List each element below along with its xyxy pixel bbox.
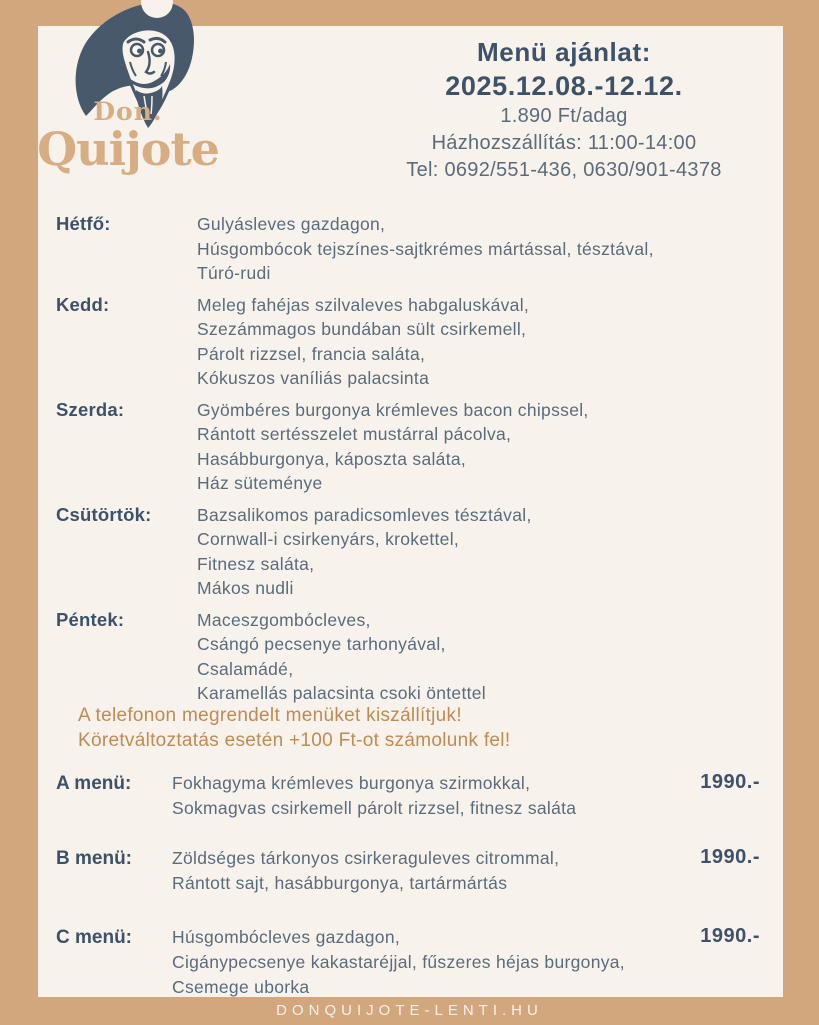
day-items: [197, 608, 762, 706]
menu-item: Húsgombócleves gazdagon,: [172, 927, 401, 947]
menu-item: Gulyásleves gazdagon,: [197, 214, 386, 234]
day-row-monday: [56, 212, 762, 286]
menu-item: Rántott sertésszelet mustárral pácolva,: [197, 424, 512, 444]
fixed-menu-label: C menü:: [56, 927, 132, 948]
menu-item: Bazsalikomos paradicsomleves tésztával,: [197, 504, 532, 525]
menu-price: 1990.-: [700, 925, 760, 947]
notice-line: A telefonon megrendelt menüket kiszállítjuk!: [78, 705, 462, 726]
fixed-menu-description: [172, 771, 762, 821]
day-label: Péntek:: [56, 608, 125, 630]
delivery-hours: Házhozszállítás: 11:00-14:00: [431, 132, 697, 154]
header: [338, 36, 790, 184]
menu-item: Meleg fahéjas szilvaleves habgaluskával,: [197, 294, 530, 315]
day-label: Kedd:: [56, 293, 110, 315]
day-label: Csütörtök:: [56, 503, 152, 525]
day-row-thursday: [56, 503, 762, 601]
menu-item: Túró-rudi: [197, 263, 271, 283]
menu-item: Kókuszos vaníliás palacsinta: [197, 368, 430, 388]
menu-item: Mákos nudli: [197, 578, 294, 598]
menu-item: Fokhagyma krémleves burgonya szirmokkal,: [172, 773, 531, 793]
delivery-notice: [78, 703, 510, 753]
day-items: [197, 398, 762, 496]
date-range: 2025.12.08.-12.12.: [445, 71, 683, 101]
day-row-wednesday: [56, 398, 762, 496]
menu-item: Gyömbéres burgonya krémleves bacon chipssel,: [197, 399, 589, 420]
logo-word-don: Don.: [93, 97, 163, 126]
menu-item: Hasábburgonya, káposzta saláta,: [197, 448, 467, 469]
menu-item: Csángó pecsenye tarhonyával,: [197, 634, 446, 654]
fixed-menu-description: [172, 925, 762, 1000]
fixed-menu-c: [56, 925, 762, 1000]
menu-item: Csemege uborka: [172, 977, 310, 997]
menu-offer-title: Menü ajánlat:: [477, 37, 651, 67]
menu-item: Rántott sajt, hasábburgonya, tartármártás: [172, 873, 508, 893]
phone-numbers: Tel: 0692/551-436, 0630/901-4378: [406, 159, 722, 181]
logo-word-quijote: Quijote: [37, 122, 219, 176]
day-row-friday: [56, 608, 762, 706]
day-label: Szerda:: [56, 398, 125, 420]
website-url: DONQUIJOTE-LENTI.HU: [276, 1002, 543, 1019]
fixed-menu-b: [56, 846, 762, 896]
day-items: [197, 503, 762, 601]
menu-price: 1990.-: [700, 846, 760, 868]
menu-item: Szezámmagos bundában sült csirkemell,: [197, 319, 527, 339]
fixed-menus: [56, 771, 762, 1025]
fixed-menu-label: A menü:: [56, 773, 132, 794]
weekly-menu: [56, 212, 762, 713]
menu-item: Csalamádé,: [197, 658, 294, 679]
notice-line: Köretváltoztatás esetén +100 Ft-ot számolunk fel!: [78, 730, 511, 751]
price-per-serving: 1.890 Ft/adag: [500, 105, 628, 127]
day-label: Hétfő:: [56, 213, 111, 234]
menu-item: Fitnesz saláta,: [197, 553, 315, 574]
fixed-menu-description: [172, 846, 762, 896]
menu-item: Cornwall-i csirkenyárs, krokettel,: [197, 529, 460, 549]
menu-item: Sokmagvas csirkemell párolt rizzsel, fitnesz saláta: [172, 798, 577, 818]
fixed-menu-a: [56, 771, 762, 821]
menu-item: Párolt rizzsel, francia saláta,: [197, 343, 426, 364]
menu-item: Cigánypecsenye kakastaréjjal, fűszeres héjas burgonya,: [172, 952, 625, 972]
day-items: [197, 293, 762, 391]
fixed-menu-label: B menü:: [56, 848, 132, 869]
day-row-tuesday: [56, 293, 762, 391]
menu-item: Karamellás palacsinta csoki öntettel: [197, 683, 486, 703]
menu-price: 1990.-: [700, 771, 760, 793]
day-items: [197, 212, 762, 286]
menu-item: Maceszgombócleves,: [197, 609, 371, 630]
menu-item: Ház süteménye: [197, 473, 323, 493]
menu-item: Húsgombócok tejszínes-sajtkrémes mártással, tésztával,: [197, 238, 654, 259]
menu-item: Zöldséges tárkonyos csirkeraguleves citrommal,: [172, 848, 560, 868]
logo: [34, 97, 222, 176]
